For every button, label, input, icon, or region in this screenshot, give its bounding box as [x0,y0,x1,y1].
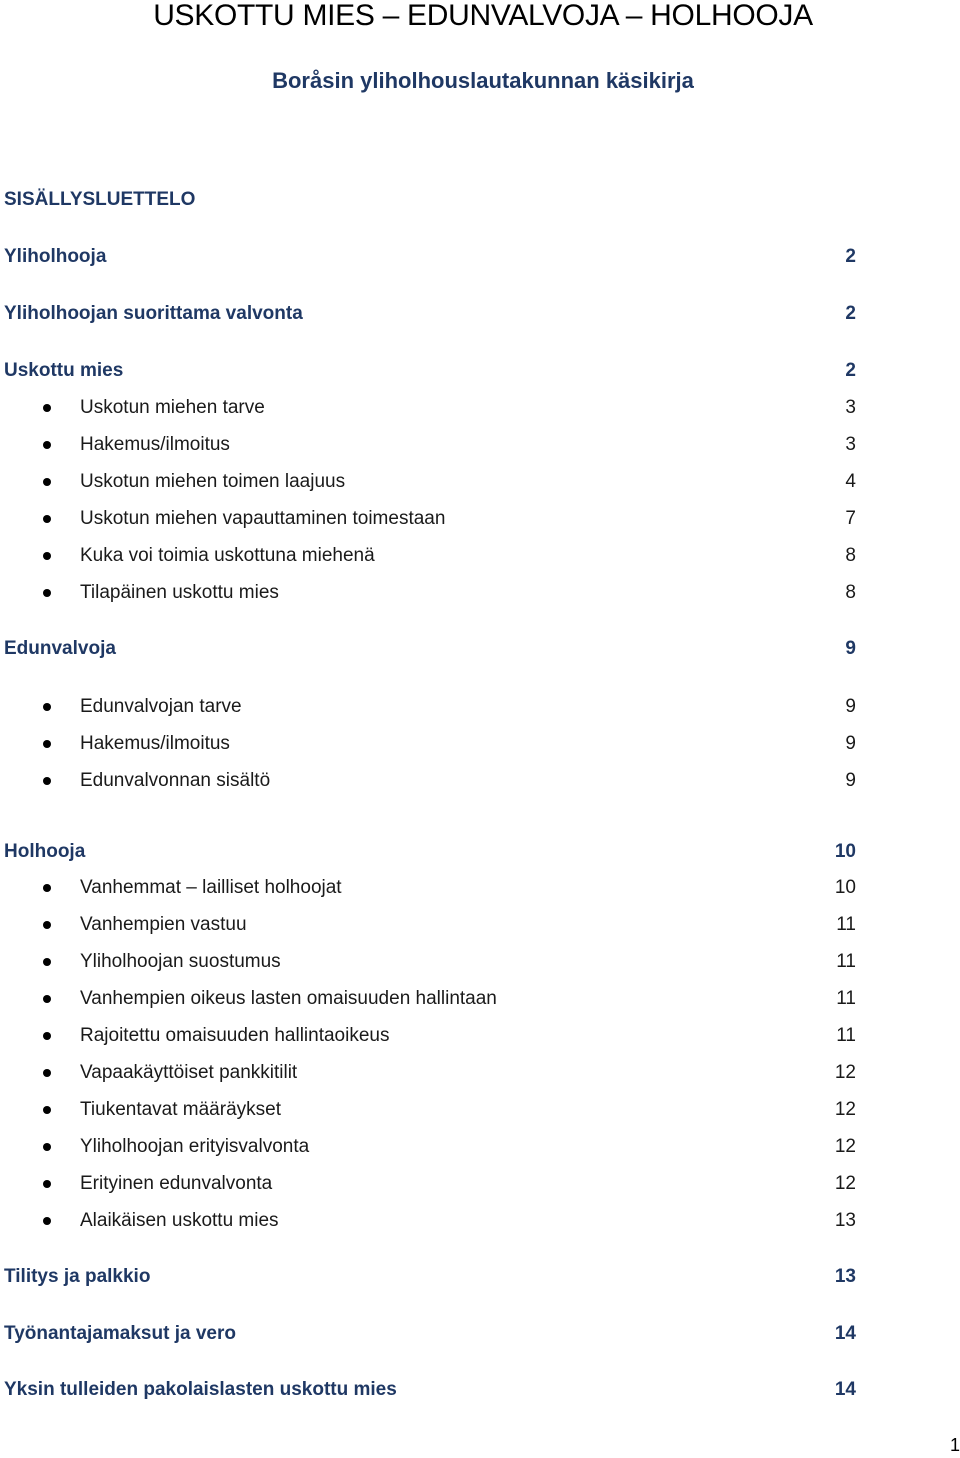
toc-entry-page: 11 [836,951,856,972]
toc-entry-label: Vanhempien vastuu [80,914,247,935]
bullet-icon [43,884,51,892]
toc-entry-label: Rajoitettu omaisuuden hallintaoikeus [80,1025,390,1046]
toc-entry-label: Vanhempien oikeus lasten omaisuuden hallintaan [80,988,497,1009]
bullet-icon [43,777,51,785]
toc-subentry[interactable] [4,1058,856,1088]
toc-entry-page: 2 [845,246,856,267]
bullet-icon [43,995,51,1003]
toc-subentry[interactable] [4,504,856,534]
bullet-icon [43,703,51,711]
toc-entry-page: 9 [845,770,856,791]
toc-subentry[interactable] [4,766,856,796]
toc-entry-label: Työnantajamaksut ja vero [4,1323,236,1344]
toc-entry-page: 12 [834,1099,856,1120]
toc-entry-page: 12 [834,1062,856,1083]
bullet-icon [43,1143,51,1151]
toc-entry[interactable] [4,837,856,867]
toc-entry-page: 9 [845,638,856,659]
toc-entry-label: Vapaakäyttöiset pankkitilit [80,1062,298,1083]
toc-entry-page: 10 [834,841,856,862]
toc-entry[interactable] [4,1319,856,1349]
toc-entry-label: Vanhemmat – lailliset holhoojat [80,877,342,898]
bullet-icon [43,552,51,560]
bullet-icon [43,404,51,412]
toc-entry-page: 11 [836,988,856,1009]
toc-subentry[interactable] [4,1206,856,1236]
bullet-icon [43,1032,51,1040]
toc-entry-label: Yliholhoojan suorittama valvonta [4,303,303,324]
toc-entry-label: Uskotun miehen toimen laajuus [80,471,346,492]
toc-subentry[interactable] [4,578,856,608]
bullet-icon [43,589,51,597]
toc-subentry[interactable] [4,729,856,759]
toc-entry-page: 14 [834,1323,856,1344]
bullet-icon [43,1217,51,1225]
bullet-icon [43,740,51,748]
toc-entry[interactable] [4,242,856,272]
toc-entry[interactable] [4,299,856,329]
toc-entry-label: Tilapäinen uskottu mies [80,582,279,603]
toc-entry-label: Tiukentavat määräykset [80,1099,281,1120]
document-subtitle: Boråsin yliholhouslautakunnan käsikirja [272,68,694,93]
toc-subentry[interactable] [4,1021,856,1051]
toc-entry-label: Tilitys ja palkkio [4,1266,151,1287]
toc-entry-page: 8 [845,582,856,603]
bullet-icon [43,1069,51,1077]
toc-entry-page: 13 [834,1210,856,1231]
toc-entry-page: 2 [845,360,856,381]
toc-entry[interactable] [4,1262,856,1292]
toc-entry-label: Uskottu mies [4,360,124,381]
toc-entry-label: Yksin tulleiden pakolaislasten uskottu mies [4,1379,397,1400]
bullet-icon [43,1106,51,1114]
toc-entry-page: 3 [845,397,856,418]
toc-subentry[interactable] [4,430,856,460]
toc-entry-page: 7 [845,508,856,529]
toc-entry-label: Yliholhoojan erityisvalvonta [80,1136,310,1157]
toc-subentry[interactable] [4,541,856,571]
toc-entry-label: Kuka voi toimia uskottuna miehenä [80,545,375,566]
toc-entry-page: 4 [845,471,856,492]
toc-subentry[interactable] [4,692,856,722]
toc-entry-label: Uskotun miehen tarve [80,397,265,418]
toc-subentry[interactable] [4,393,856,423]
toc-entry[interactable] [4,634,856,664]
bullet-icon [43,478,51,486]
toc-entry-page: 3 [845,434,856,455]
bullet-icon [43,921,51,929]
toc-subentry[interactable] [4,467,856,497]
toc-entry-page: 10 [834,877,856,898]
toc-entry-label: Edunvalvonnan sisältö [80,770,271,791]
toc-entry-label: Holhooja [4,841,86,862]
toc-entry-page: 2 [845,303,856,324]
toc-entry-label: Edunvalvojan tarve [80,696,242,717]
toc-subentry[interactable] [4,947,856,977]
toc-entry-page: 11 [836,914,856,935]
toc-subentry[interactable] [4,910,856,940]
toc-entry[interactable] [4,1375,856,1405]
toc-subentry[interactable] [4,1169,856,1199]
toc-entry-page: 9 [845,696,856,717]
toc-subentry[interactable] [4,1095,856,1125]
bullet-icon [43,1180,51,1188]
toc-subentry[interactable] [4,873,856,903]
toc-subentry[interactable] [4,984,856,1014]
toc-entry-label: Yliholhoojan suostumus [80,951,281,972]
toc-entry-label: Edunvalvoja [4,638,116,659]
toc-entry-label: Yliholhooja [4,246,107,267]
toc-subentry[interactable] [4,1132,856,1162]
toc-entry-page: 9 [845,733,856,754]
toc-entry[interactable] [4,356,856,386]
bullet-icon [43,515,51,523]
toc-entry-label: Hakemus/ilmoitus [80,434,230,455]
toc-entry-label: Hakemus/ilmoitus [80,733,230,754]
toc-entry-page: 12 [834,1136,856,1157]
toc-entry-page: 13 [834,1266,856,1287]
toc-heading: SISÄLLYSLUETTELO [4,189,196,210]
toc-entry-page: 12 [834,1173,856,1194]
toc-entry-page: 14 [834,1379,856,1400]
page-number: 1 [949,1435,960,1455]
toc-entry-label: Alaikäisen uskottu mies [80,1210,279,1231]
document-title: USKOTTU MIES – EDUNVALVOJA – HOLHOOJA [153,0,813,32]
toc-entry-page: 11 [836,1025,856,1046]
toc-entry-page: 8 [845,545,856,566]
bullet-icon [43,958,51,966]
toc-entry-label: Erityinen edunvalvonta [80,1173,273,1194]
toc-entry-label: Uskotun miehen vapauttaminen toimestaan [80,508,446,529]
bullet-icon [43,441,51,449]
